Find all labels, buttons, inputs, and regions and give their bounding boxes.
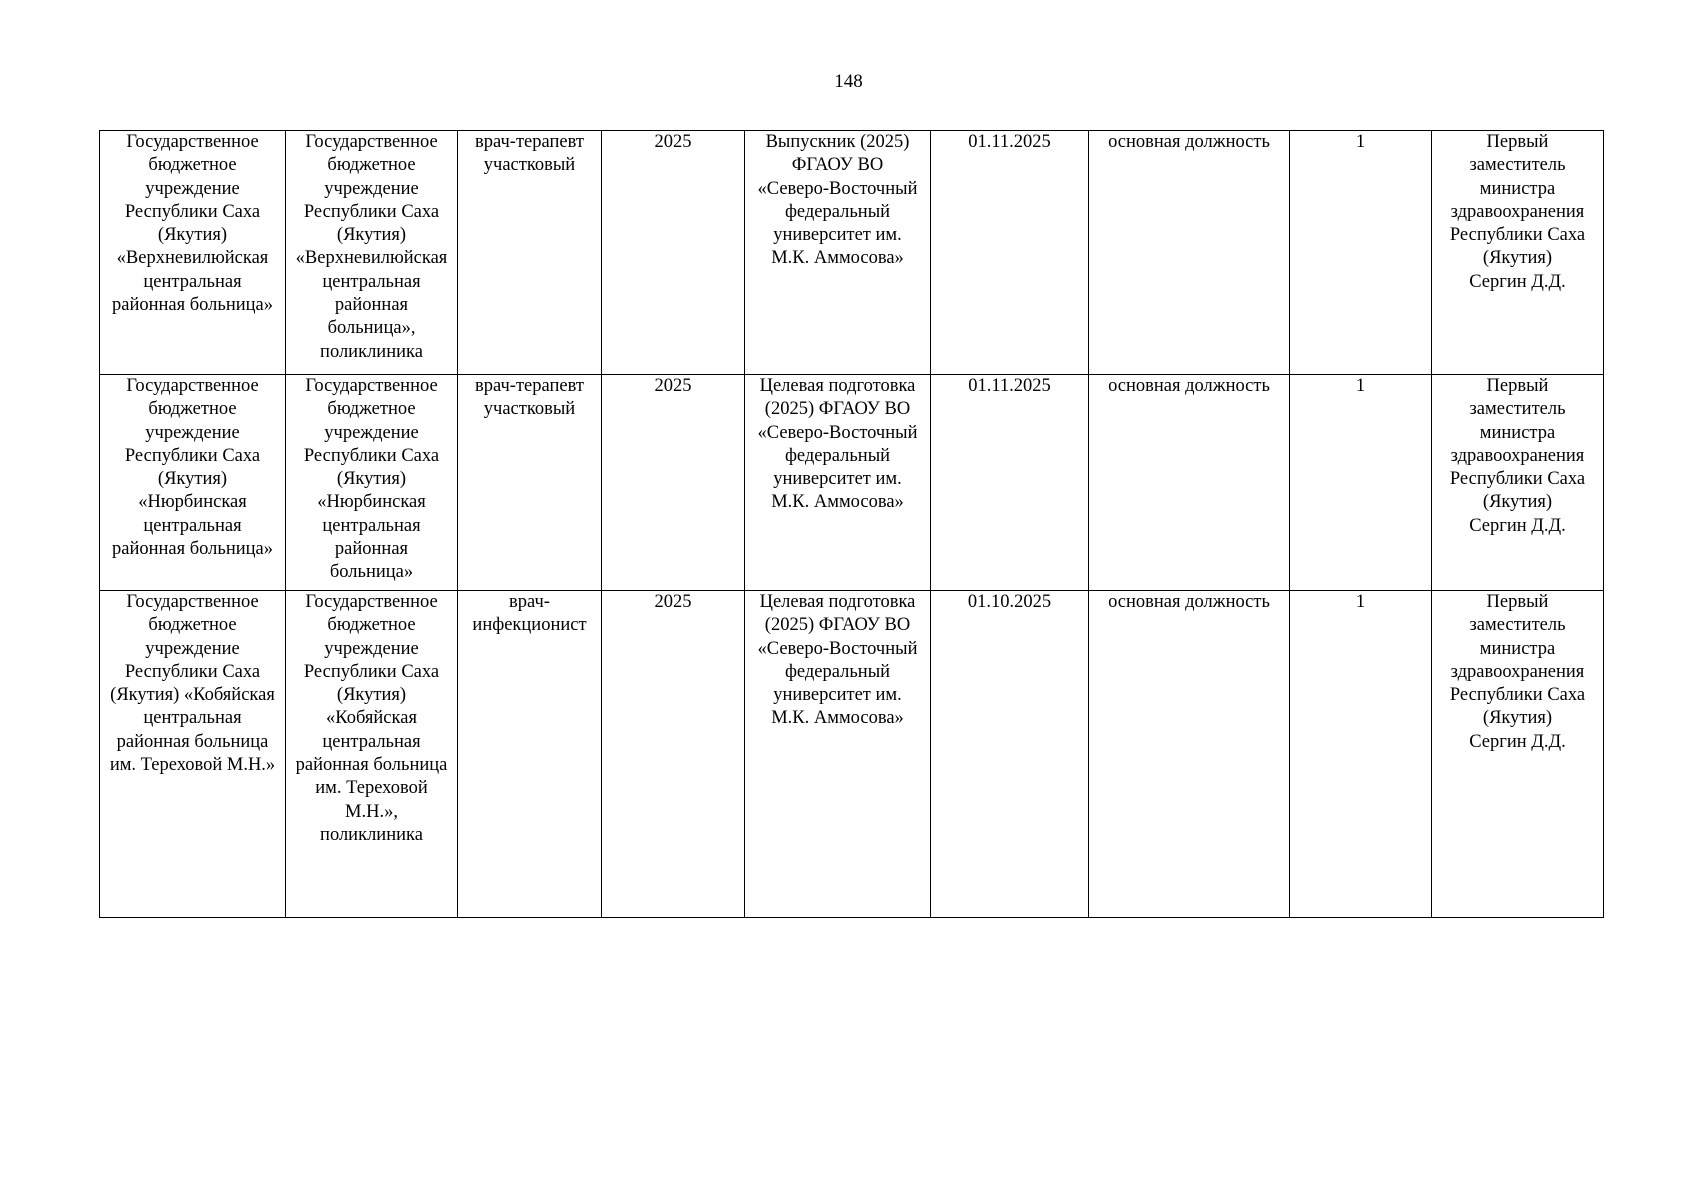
candidate-text: Выпускник (2025) ФГАОУ ВО «Северо-Восточный федеральный университет им. М.К. Аммосова»: [757, 132, 918, 269]
approver-text: Первый заместитель министра здравоохранения Республики Саха (Якутия) Сергин Д.Д.: [1449, 592, 1586, 752]
employment-type-text: основная должность: [1108, 376, 1270, 396]
candidate-cell: [745, 375, 931, 591]
employment-type-cell: [1089, 375, 1290, 591]
position-cell: [458, 591, 602, 918]
count-text: 1: [1355, 376, 1366, 396]
count-text: 1: [1355, 592, 1366, 612]
workplace-text: Государственное бюджетное учреждение Республики Саха (Якутия) «Нюрбинская центральная районная больница»: [303, 376, 440, 583]
position-text: врач-терапевт участковый: [475, 376, 584, 420]
position-text: врач-терапевт участковый: [475, 132, 584, 176]
candidate-text: Целевая подготовка (2025) ФГАОУ ВО «Северо-Восточный федеральный университет им. М.К. Аммосова»: [757, 376, 918, 513]
workplace-cell: [286, 375, 458, 591]
year-cell: [602, 591, 745, 918]
page-number: 148: [834, 71, 863, 92]
count-text: 1: [1355, 132, 1366, 152]
approver-cell: [1432, 591, 1604, 918]
year-text: 2025: [654, 132, 692, 152]
organization-cell: [100, 131, 286, 375]
year-cell: [602, 375, 745, 591]
organization-text: Государственное бюджетное учреждение Республики Саха (Якутия) «Нюрбинская центральная районная больница»: [111, 376, 273, 560]
date-text: 01.10.2025: [967, 592, 1052, 612]
date-text: 01.11.2025: [968, 376, 1051, 396]
position-cell: [458, 131, 602, 375]
workplace-text: Государственное бюджетное учреждение Республики Саха (Якутия) «Верхневилюйская центральная районная больница», поликлиника: [295, 132, 448, 362]
date-text: 01.11.2025: [968, 132, 1051, 152]
count-cell: [1290, 591, 1432, 918]
approver-cell: [1432, 131, 1604, 375]
count-cell: [1290, 375, 1432, 591]
count-cell: [1290, 131, 1432, 375]
vacancy-table: [99, 130, 1604, 918]
approver-cell: [1432, 375, 1604, 591]
date-cell: [931, 131, 1089, 375]
date-cell: [931, 375, 1089, 591]
organization-text: Государственное бюджетное учреждение Республики Саха (Якутия) «Верхневилюйская центральная районная больница»: [111, 132, 273, 316]
employment-type-text: основная должность: [1108, 592, 1270, 612]
employment-type-cell: [1089, 591, 1290, 918]
employment-type-cell: [1089, 131, 1290, 375]
year-text: 2025: [654, 376, 692, 396]
workplace-cell: [286, 131, 458, 375]
organization-text: Государственное бюджетное учреждение Республики Саха (Якутия) «Кобяйская центральная районная больница им. Тереховой М.Н.»: [109, 592, 276, 776]
date-cell: [931, 591, 1089, 918]
year-text: 2025: [654, 592, 692, 612]
approver-text: Первый заместитель министра здравоохранения Республики Саха (Якутия) Сергин Д.Д.: [1449, 376, 1586, 536]
position-cell: [458, 375, 602, 591]
workplace-cell: [286, 591, 458, 918]
table-row: [100, 375, 1604, 591]
approver-text: Первый заместитель министра здравоохранения Республики Саха (Якутия) Сергин Д.Д.: [1449, 132, 1586, 292]
employment-type-text: основная должность: [1108, 132, 1270, 152]
candidate-cell: [745, 591, 931, 918]
organization-cell: [100, 375, 286, 591]
table-row: [100, 131, 1604, 375]
position-text: врач- инфекционист: [472, 592, 587, 636]
candidate-cell: [745, 131, 931, 375]
candidate-text: Целевая подготовка (2025) ФГАОУ ВО «Северо-Восточный федеральный университет им. М.К. Аммосова»: [757, 592, 918, 729]
workplace-text: Государственное бюджетное учреждение Республики Саха (Якутия) «Кобяйская центральная районная больница им. Тереховой М.Н.», поликлиника: [295, 592, 448, 845]
year-cell: [602, 131, 745, 375]
table-row: [100, 591, 1604, 918]
organization-cell: [100, 591, 286, 918]
